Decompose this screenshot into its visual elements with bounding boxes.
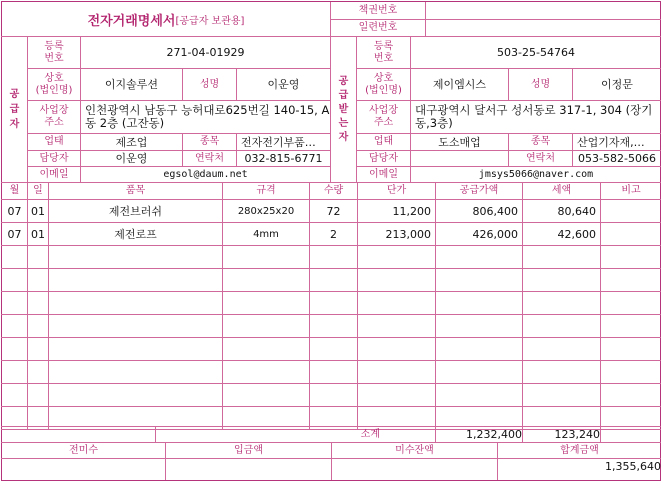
prev-balance-label: 전미수	[69, 444, 98, 456]
receiver-company: 제이엠시스	[432, 78, 487, 91]
table-cell	[601, 384, 661, 406]
table-cell: 01	[31, 227, 45, 241]
grand-total-value: 1,355,640	[605, 460, 661, 473]
subtotal-supply: 1,232,400	[466, 428, 522, 441]
table-cell	[436, 384, 522, 406]
table-cell	[523, 246, 600, 268]
table-cell	[223, 292, 309, 314]
supplier-manager: 이운영	[115, 152, 148, 165]
table-cell	[310, 361, 357, 383]
table-cell	[436, 292, 522, 314]
table-cell	[601, 246, 661, 268]
serial-no-label: 일련번호	[358, 21, 398, 33]
table-cell	[2, 269, 27, 291]
table-cell	[523, 315, 600, 337]
table-cell	[436, 269, 522, 291]
table-cell	[523, 292, 600, 314]
supplier-manager-label: 담당자	[39, 152, 69, 164]
table-cell: 07	[7, 227, 22, 241]
table-cell	[49, 338, 222, 360]
table-cell	[28, 246, 48, 268]
receiver-address: 대구광역시 달서구 성서동로 317-1, 304 (장기동,3층)	[415, 103, 653, 130]
supplier-biz-item: 전자전기부품…	[241, 135, 316, 149]
table-cell	[49, 269, 222, 291]
receiver-biz-item-label: 종목	[530, 136, 551, 147]
table-cell	[601, 200, 661, 222]
receiver-email: jmsys5066@naver.com	[478, 169, 594, 180]
table-cell	[601, 361, 661, 383]
side-char: 급	[9, 104, 20, 115]
table-cell	[436, 361, 522, 383]
table-cell: 80,640	[557, 204, 596, 218]
book-no-label: 책권번호	[358, 4, 398, 16]
supplier-company-label: 상호 (법인명)	[35, 72, 73, 96]
receiver-contact-label: 연락처	[526, 152, 555, 164]
table-cell	[223, 384, 309, 406]
grand-total-label: 합계금액	[560, 444, 599, 456]
supplier-company: 이지솔루션	[104, 78, 159, 91]
supplier-address: 인천광역시 남동구 능허대로625번길 140-15, A동 2층 (고잔동)	[85, 103, 330, 130]
table-cell: 제전로프	[114, 227, 157, 241]
table-cell	[523, 384, 600, 406]
table-cell	[358, 292, 435, 314]
table-cell	[358, 269, 435, 291]
document-title: 전자거래명세서	[87, 13, 176, 29]
receiver-reg-label: 등록 번호	[373, 40, 394, 64]
table-cell	[49, 292, 222, 314]
table-cell	[49, 246, 222, 268]
table-cell	[2, 246, 27, 268]
column-header: 규격	[256, 185, 276, 196]
table-cell	[2, 384, 27, 406]
column-header: 비고	[621, 185, 641, 196]
table-cell	[358, 315, 435, 337]
document-subtitle: [공급자 보관용]	[175, 15, 245, 27]
side-char: 공	[9, 89, 20, 100]
receiver-side-label	[331, 37, 356, 182]
supplier-biz-type: 제조업	[115, 135, 148, 149]
table-cell	[28, 269, 48, 291]
side-char: 자	[9, 119, 20, 130]
table-cell	[223, 338, 309, 360]
column-header: 일	[33, 185, 43, 196]
table-cell	[49, 384, 222, 406]
table-cell	[601, 223, 661, 245]
supplier-contact-label: 연락처	[195, 152, 224, 164]
table-cell	[223, 361, 309, 383]
receiver-address-label: 사업장 주소	[369, 105, 398, 128]
table-cell	[2, 361, 27, 383]
supplier-name: 이운영	[267, 78, 300, 91]
receiver-biz-type: 도소매업	[438, 135, 481, 149]
table-cell: 213,000	[385, 227, 431, 241]
table-cell	[436, 246, 522, 268]
table-cell: 280x25x20	[237, 205, 295, 217]
supplier-side-label	[2, 37, 27, 182]
supplier-email-label: 이메일	[39, 168, 69, 180]
table-cell	[523, 338, 600, 360]
table-cell	[310, 246, 357, 268]
supplier-reg-label: 등록 번호	[44, 40, 64, 64]
supplier-email: egsol@daum.net	[163, 169, 248, 180]
supplier-reg-no: 271-04-01929	[166, 46, 245, 59]
side-char: 급	[338, 89, 349, 101]
table-cell	[49, 361, 222, 383]
side-char: 공	[338, 75, 349, 87]
table-cell	[28, 384, 48, 406]
supplier-name-label: 성명	[199, 78, 220, 90]
table-cell	[310, 384, 357, 406]
deposit-label: 입금액	[234, 444, 263, 456]
table-cell	[601, 315, 661, 337]
side-char: 자	[338, 131, 349, 143]
table-cell	[28, 361, 48, 383]
supplier-biz-item-label: 종목	[199, 136, 220, 147]
table-cell: 2	[330, 227, 337, 241]
receiver-email-label: 이메일	[369, 168, 398, 180]
supplier-contact: 032-815-6771	[244, 152, 323, 165]
table-cell	[223, 269, 309, 291]
table-cell	[601, 338, 661, 360]
receiver-biz-item: 산업기자재,…	[577, 135, 645, 149]
table-cell: 제전브러쉬	[108, 204, 163, 218]
table-cell	[28, 315, 48, 337]
table-cell	[358, 361, 435, 383]
table-cell	[601, 269, 661, 291]
receiver-manager-label: 담당자	[369, 152, 398, 164]
column-header: 월	[9, 185, 20, 196]
column-header: 공급가액	[459, 185, 499, 196]
table-cell: 806,400	[472, 204, 518, 218]
table-cell	[310, 315, 357, 337]
table-cell	[310, 338, 357, 360]
table-cell: 07	[7, 204, 22, 218]
receiver-name: 이정문	[601, 78, 633, 91]
table-cell	[601, 292, 661, 314]
table-cell	[49, 315, 222, 337]
unpaid-label: 미수잔액	[395, 444, 434, 456]
table-cell	[2, 292, 27, 314]
table-cell	[436, 338, 522, 360]
table-cell	[523, 269, 600, 291]
receiver-name-label: 성명	[530, 78, 551, 90]
subtotal-label: 소계	[360, 428, 380, 440]
table-cell: 4mm	[253, 228, 279, 240]
receiver-biz-type-label: 업태	[373, 136, 394, 147]
table-cell	[28, 338, 48, 360]
table-cell	[2, 315, 27, 337]
header-title-area	[2, 2, 330, 36]
table-cell	[310, 269, 357, 291]
column-header: 세액	[551, 185, 572, 196]
table-cell	[436, 315, 522, 337]
table-cell	[223, 246, 309, 268]
table-cell	[310, 292, 357, 314]
table-cell	[358, 384, 435, 406]
receiver-reg-no: 503-25-54764	[497, 46, 575, 59]
column-header: 단가	[386, 185, 407, 196]
table-cell: 11,200	[392, 204, 431, 218]
subtotal-tax: 123,240	[554, 428, 600, 441]
receiver-manager	[411, 151, 508, 166]
receiver-contact: 053-582-5066	[578, 152, 656, 165]
table-cell: 01	[31, 204, 45, 218]
table-cell: 72	[326, 204, 341, 218]
table-cell	[28, 292, 48, 314]
table-cell	[2, 338, 27, 360]
table-cell	[523, 361, 600, 383]
table-cell: 426,000	[472, 227, 518, 241]
table-cell	[223, 315, 309, 337]
table-cell	[358, 338, 435, 360]
supplier-address-label: 사업장 주소	[39, 105, 69, 128]
receiver-company-label: 상호 (법인명)	[365, 72, 402, 96]
column-header: 수량	[323, 185, 344, 196]
table-cell	[358, 246, 435, 268]
side-char: 받	[338, 103, 349, 115]
column-header: 품목	[125, 185, 146, 196]
supplier-biz-type-label: 업태	[44, 136, 64, 147]
side-char: 는	[338, 117, 349, 129]
table-cell: 42,600	[557, 227, 596, 241]
